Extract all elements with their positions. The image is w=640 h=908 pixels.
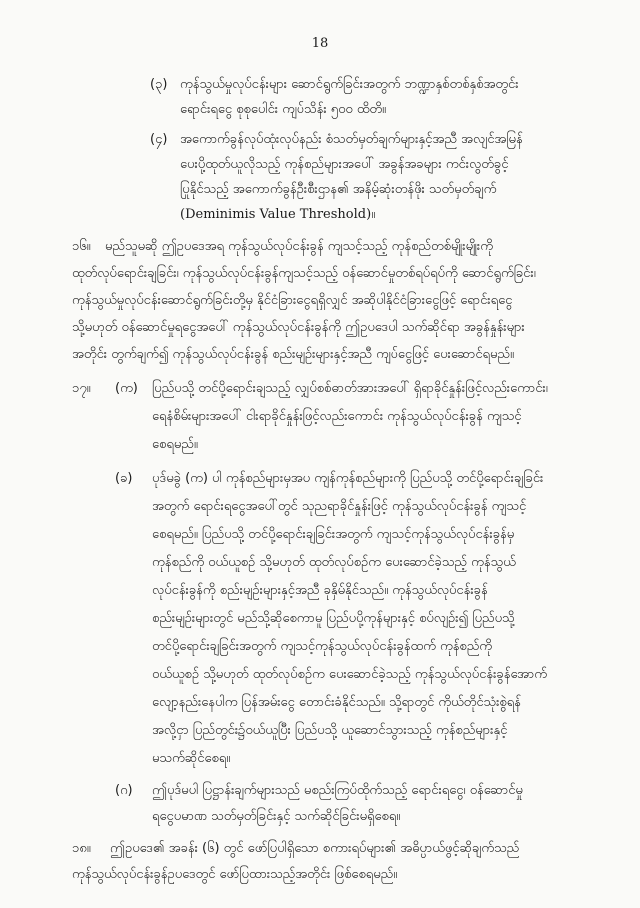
section-17-a-line-1: ပြည်ပသို့ တင်ပို့ရောင်းချသည့် လျှပ်စစ်ဓာတ်အားအပေါ် ရှိရာခိုင်နှုန်းဖြင့်လည်းကောင်း၊	[152, 381, 548, 396]
section-17-c-line-2: ရငွေပမာဏ သတ်မှတ်ခြင်းနှင့် သက်ဆိုင်ခြင်းမရှိစေရ။	[152, 809, 401, 824]
item-4-marker: (၄)	[150, 132, 168, 147]
section-16-line-1: မည်သူမဆို ဤဥပဒေအရ ကုန်သွယ်လုပ်ငန်းခွန် ကျသင့်သည့် ကုန်စည်တစ်မျိုးမျိုးကို	[105, 239, 493, 254]
section-17-b-line-6: စည်းမျဉ်းများတွင် မည်သို့ဆိုစေကာမူ ပြည်ပပို့ကုန်များနှင့် စပ်လျဉ်း၍ ပြည်ပသို့	[152, 611, 515, 626]
item-4-line-1: အကောက်ခွန်လုပ်ထုံးလုပ်နည်း စံသတ်မှတ်ချက်များနှင့်အညီ အလျင်အမြန်	[180, 132, 523, 147]
section-18-line-2: ကုန်သွယ်လုပ်ငန်းခွန်ဥပဒေတွင် ဖော်ပြထားသည့်အတိုင်း ဖြစ်စေရမည်။	[72, 867, 398, 882]
section-17-b-line-2: အတွက် ရောင်းရငွေအပေါ်တွင် သုညရာခိုင်နှုန်းဖြင့် ကုန်သွယ်လုပ်ငန်းခွန် ကျသင့်	[152, 499, 527, 514]
section-17-b-line-4: ကုန်စည်ကို ဝယ်ယူစဉ် သို့မဟုတ် ထုတ်လုပ်စဉ်က ပေးဆောင်ခဲ့သည့် ကုန်သွယ်	[152, 555, 516, 570]
section-17-b-line-5: လုပ်ငန်းခွန်ကို စည်းမျဉ်းများနှင့်အညီ ခုနှိမ်နိုင်သည်။ ကုန်သွယ်လုပ်ငန်းခွန်	[152, 583, 488, 598]
section-17-b-line-9: လျော့နည်းနေပါက ပြန်အမ်းငွေ တောင်းခံနိုင်သည်။ သို့ရာတွင် ကိုယ်တိုင်သုံးစွဲရန်	[152, 695, 521, 710]
section-17-a-marker: (က)	[115, 381, 138, 396]
section-17-c-line-1: ဤပုဒ်မပါ ပြဋ္ဌာန်းချက်များသည် မစည်းကြပ်ထိုက်သည့် ရောင်းရငွေ၊ ဝန်ဆောင်မှု	[152, 783, 523, 798]
section-17-a-line-2: ရေနံစိမ်းများအပေါ် ငါးရာခိုင်နှုန်းဖြင့်လည်းကောင်း ကုန်သွယ်လုပ်ငန်းခွန် ကျသင့်	[152, 409, 522, 424]
section-17-number: ၁၇။	[72, 381, 91, 396]
item-4-line-4: (Deminimis Value Threshold)။	[180, 207, 376, 222]
page-number: 18	[311, 36, 329, 51]
item-3-line-1: ကုန်သွယ်မှုလုပ်ငန်းများ ဆောင်ရွက်ခြင်းအတွက် ဘဏ္ဍာနှစ်တစ်နှစ်အတွင်း	[180, 77, 519, 92]
section-17-b-marker: (ခ)	[115, 471, 133, 486]
section-17-a-line-3: စေရမည်။	[152, 437, 198, 452]
section-18-number: ၁၈။	[72, 841, 91, 856]
section-16-number: ၁၆။	[72, 239, 91, 254]
section-17-b-line-1: ပုဒ်မခွဲ (က) ပါ ကုန်စည်များမှအပ ကျန်ကုန်စည်များကို ပြည်ပသို့ တင်ပို့ရောင်းချခြင်း	[152, 471, 544, 486]
item-4-line-3: ပြုနိုင်သည့် အကောက်ခွန်ဦးစီးဌာန၏ အနိမ့်ဆုံးတန်ဖိုး သတ်မှတ်ချက်	[180, 182, 497, 197]
section-16-line-5: အတိုင်း တွက်ချက်၍ ကုန်သွယ်လုပ်ငန်းခွန် စည်းမျဉ်းများနှင့်အညီ ကျပ်ငွေဖြင့် ပေးဆောင်ရမည်။	[72, 347, 514, 362]
section-16-line-3: ကုန်သွယ်မှုလုပ်ငန်းဆောင်ရွက်ခြင်းတို့မှ နိုင်ငံခြားငွေရရှိလျှင် အဆိုပါနိုင်ငံခြားငွေဖြင့် ရောင်းရငွေ	[72, 293, 513, 308]
section-17-b-line-8: ဝယ်ယူစဉ် သို့မဟုတ် ထုတ်လုပ်စဉ်က ပေးဆောင်ခဲ့သည့် ကုန်သွယ်လုပ်ငန်းခွန်အောက်	[152, 667, 548, 682]
section-17-b-line-3: စေရမည်။ ပြည်ပသို့ တင်ပို့ရောင်းချခြင်းအတွက် ကျသင့်ကုန်သွယ်လုပ်ငန်းခွန်မှ	[152, 527, 515, 542]
section-17-b-line-11: မသက်ဆိုင်စေရ။	[152, 751, 231, 766]
section-17-b-line-10: အလို့ငှာ ပြည်တွင်း၌ဝယ်ယူပြီး ပြည်ပသို့ ယူဆောင်သွားသည့် ကုန်စည်များနှင့်	[152, 723, 508, 738]
item-3-line-2: ရောင်းရငွေ စုစုပေါင်း ကျပ်သိန်း ၅၀၀ ထိတိ။	[180, 102, 386, 117]
section-16-line-2: ထုတ်လုပ်ရောင်းချခြင်း၊ ကုန်သွယ်လုပ်ငန်းခွန်ကျသင့်သည့် ဝန်ဆောင်မှုတစ်ရပ်ရပ်ကို ဆောင်ရွက်ခြင်း၊	[72, 266, 536, 281]
section-17-c-marker: (ဂ)	[115, 783, 133, 798]
item-4-line-2: ပေးပို့ထုတ်ယူလိုသည့် ကုန်စည်များအပေါ် အခွန်အခများ ကင်းလွတ်ခွင့်	[180, 157, 509, 172]
section-18-line-1: ဤဥပဒေ၏ အခန်း (၆) တွင် ဖော်ပြပါရှိသော စကားရပ်များ၏ အဓိပ္ပာယ်ဖွင့်ဆိုချက်သည်	[110, 841, 520, 856]
section-16-line-4: သို့မဟုတ် ဝန်ဆောင်မှုရငွေအပေါ် ကုန်သွယ်လုပ်ငန်းခွန်ကို ဤဥပဒေပါ သက်ဆိုင်ရာ အခွန်နှုန်းများ	[72, 320, 525, 335]
section-17-b-line-7: တင်ပို့ရောင်းချခြင်းအတွက် ကျသင့်ကုန်သွယ်လုပ်ငန်းခွန်ထက် ကုန်စည်ကို	[152, 639, 493, 654]
item-3-marker: (၃)	[150, 77, 168, 92]
